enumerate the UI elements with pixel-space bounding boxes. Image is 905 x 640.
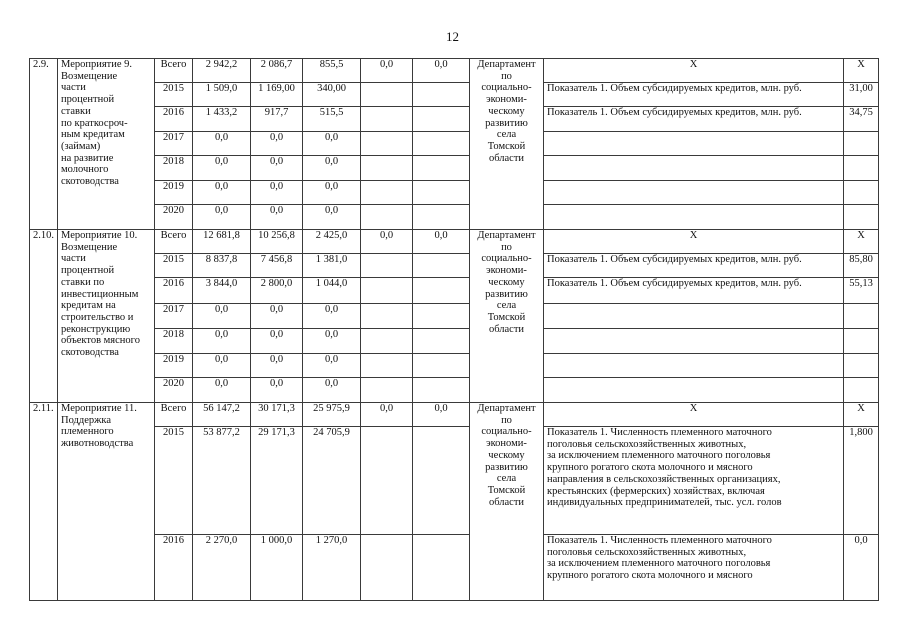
department-line: Томской bbox=[487, 484, 526, 496]
amount-cell-v3: 0,0 bbox=[303, 181, 361, 205]
table-row bbox=[30, 83, 879, 107]
indicator-value: 31,00 bbox=[844, 83, 879, 107]
department-line: Томской bbox=[487, 311, 526, 323]
year-cell: 2019 bbox=[155, 181, 193, 205]
amount-cell-v4 bbox=[361, 205, 413, 230]
amount-cell-v1: 0,0 bbox=[193, 181, 251, 205]
department-line: села bbox=[496, 300, 517, 312]
table-row bbox=[30, 254, 879, 278]
indicator-value: Х bbox=[844, 403, 879, 427]
measure-name-line: процентной bbox=[61, 265, 115, 277]
amount-cell-v3: 855,5 bbox=[303, 59, 361, 83]
indicator-cell bbox=[544, 230, 844, 254]
indicator-cell bbox=[544, 329, 844, 354]
indicator-value: 85,80 bbox=[844, 254, 879, 278]
department-line: по bbox=[501, 241, 512, 253]
indicator-cell bbox=[544, 205, 844, 230]
amount-cell-v1: 0,0 bbox=[193, 329, 251, 354]
indicator-value bbox=[844, 132, 879, 156]
amount-cell-v2: 10 256,8 bbox=[251, 230, 303, 254]
indicator-value: Х bbox=[844, 59, 879, 83]
year-cell: 2016 bbox=[155, 535, 193, 601]
amount-cell-v4 bbox=[361, 83, 413, 107]
indicator-line: Показатель 1. Численность племенного маточного bbox=[547, 427, 772, 438]
table-body bbox=[30, 59, 879, 601]
measure-name-line: Возмещение bbox=[61, 70, 118, 82]
indicator-cell bbox=[544, 83, 844, 107]
amount-cell-v1: 2 270,0 bbox=[193, 535, 251, 601]
department-line: развитию bbox=[485, 117, 528, 129]
amount-cell-v3: 0,0 bbox=[303, 304, 361, 329]
year-cell: 2016 bbox=[155, 278, 193, 304]
measure-name-line: скотоводства bbox=[61, 176, 119, 188]
year-cell: 2015 bbox=[155, 83, 193, 107]
page-number: 12 bbox=[446, 29, 459, 44]
department-line: области bbox=[488, 152, 525, 164]
responsible-department bbox=[470, 403, 544, 601]
indicator-line: за исключением племенного маточного поголовья bbox=[547, 558, 771, 570]
amount-cell-v2: 1 000,0 bbox=[251, 535, 303, 601]
department-line: экономи- bbox=[486, 438, 527, 450]
amount-cell-v4 bbox=[361, 354, 413, 378]
amount-cell-v5: 0,0 bbox=[413, 59, 470, 83]
amount-cell-v4 bbox=[361, 254, 413, 278]
year-cell: 2018 bbox=[155, 156, 193, 181]
indicator-line: крестьянских (фермерских) хозяйствах, включая bbox=[547, 485, 765, 497]
measure-name-line: части bbox=[61, 82, 86, 94]
amount-cell-v4 bbox=[361, 156, 413, 181]
measure-name-line: животноводства bbox=[61, 438, 134, 450]
indicator-value bbox=[844, 378, 879, 403]
indicator-value: 55,13 bbox=[844, 278, 879, 304]
amount-cell-v5 bbox=[413, 378, 470, 403]
amount-cell-v1: 2 942,2 bbox=[193, 59, 251, 83]
measure-name-line: реконструкцию bbox=[61, 323, 131, 335]
amount-cell-v4 bbox=[361, 427, 413, 535]
indicator-line: за исключением племенного маточного поголовья bbox=[547, 450, 771, 462]
indicator-value bbox=[844, 329, 879, 354]
amount-cell-v3: 1 270,0 bbox=[303, 535, 361, 601]
indicator-line: Показатель 1. Численность племенного маточного bbox=[547, 535, 772, 546]
year-cell: 2016 bbox=[155, 107, 193, 132]
table-row bbox=[30, 535, 879, 601]
measure-name bbox=[58, 230, 155, 403]
amount-cell-v4 bbox=[361, 181, 413, 205]
amount-cell-v5 bbox=[413, 254, 470, 278]
indicator-text: Х bbox=[689, 59, 698, 70]
department-line: по bbox=[501, 70, 512, 82]
amount-cell-v4 bbox=[361, 278, 413, 304]
amount-cell-v1: 0,0 bbox=[193, 378, 251, 403]
amount-cell-v2: 2 800,0 bbox=[251, 278, 303, 304]
measure-number: 2.11. bbox=[30, 403, 58, 601]
year-cell: 2015 bbox=[155, 427, 193, 535]
amount-cell-v5: 0,0 bbox=[413, 403, 470, 427]
indicator-value: 0,0 bbox=[844, 535, 879, 601]
amount-cell-v1: 0,0 bbox=[193, 132, 251, 156]
measure-name-line: ставки по bbox=[61, 276, 105, 288]
indicator-cell bbox=[544, 427, 844, 535]
amount-cell-v1: 0,0 bbox=[193, 304, 251, 329]
indicator-value bbox=[844, 181, 879, 205]
amount-cell-v1: 53 877,2 bbox=[193, 427, 251, 535]
indicator-cell bbox=[544, 304, 844, 329]
department-line: ческому bbox=[488, 449, 525, 461]
amount-cell-v4: 0,0 bbox=[361, 403, 413, 427]
table-row bbox=[30, 378, 879, 403]
year-cell: 2018 bbox=[155, 329, 193, 354]
amount-cell-v3: 1 381,0 bbox=[303, 254, 361, 278]
measure-name-line: инвестиционным bbox=[61, 288, 139, 300]
indicator-line: поголовья сельскохозяйственных животных, bbox=[547, 546, 747, 558]
measure-number: 2.10. bbox=[30, 230, 58, 403]
measure-name bbox=[58, 59, 155, 230]
department-line: села bbox=[496, 129, 517, 141]
table-row bbox=[30, 205, 879, 230]
amount-cell-v1: 0,0 bbox=[193, 205, 251, 230]
indicator-line: крупного рогатого скота молочного и мясного bbox=[547, 570, 753, 582]
department-line: Департамент bbox=[477, 230, 536, 241]
amount-cell-v4 bbox=[361, 132, 413, 156]
indicator-value bbox=[844, 205, 879, 230]
department-line: Департамент bbox=[477, 403, 536, 414]
measure-name-line: Мероприятие 9. bbox=[61, 59, 133, 70]
indicator-text: Х bbox=[689, 230, 698, 241]
amount-cell-v4 bbox=[361, 107, 413, 132]
amount-cell-v5 bbox=[413, 107, 470, 132]
indicator-line: направления в сельскохозяйственных организациях, bbox=[547, 473, 781, 485]
amount-cell-v5 bbox=[413, 83, 470, 107]
program-measures-table bbox=[29, 58, 879, 601]
amount-cell-v2: 0,0 bbox=[251, 132, 303, 156]
department-line: области bbox=[488, 496, 525, 508]
indicator-cell bbox=[544, 278, 844, 304]
table-row bbox=[30, 427, 879, 535]
amount-cell-v2: 29 171,3 bbox=[251, 427, 303, 535]
amount-cell-v2: 0,0 bbox=[251, 181, 303, 205]
department-line: села bbox=[496, 473, 517, 485]
year-cell: 2017 bbox=[155, 132, 193, 156]
amount-cell-v4 bbox=[361, 535, 413, 601]
indicator-line: поголовья сельскохозяйственных животных, bbox=[547, 438, 747, 450]
table-row bbox=[30, 354, 879, 378]
indicator-cell bbox=[544, 107, 844, 132]
amount-cell-v5 bbox=[413, 205, 470, 230]
amount-cell-v3: 0,0 bbox=[303, 132, 361, 156]
indicator-line: индивидуальных предпринимателей, тыс. усл. голов bbox=[547, 497, 782, 509]
indicator-cell bbox=[544, 132, 844, 156]
measure-name-line: ставки bbox=[61, 105, 91, 117]
amount-cell-v2: 0,0 bbox=[251, 378, 303, 403]
amount-cell-v4: 0,0 bbox=[361, 59, 413, 83]
amount-cell-v2: 0,0 bbox=[251, 329, 303, 354]
table-row bbox=[30, 181, 879, 205]
department-line: социально- bbox=[481, 82, 532, 94]
indicator-cell bbox=[544, 403, 844, 427]
amount-cell-v3: 340,00 bbox=[303, 83, 361, 107]
amount-cell-v1: 1 433,2 bbox=[193, 107, 251, 132]
measure-name-line: по краткосроч- bbox=[61, 117, 128, 129]
indicator-cell bbox=[544, 254, 844, 278]
table-row bbox=[30, 329, 879, 354]
amount-cell-v4 bbox=[361, 378, 413, 403]
amount-cell-v4: 0,0 bbox=[361, 230, 413, 254]
amount-cell-v3: 25 975,9 bbox=[303, 403, 361, 427]
department-line: ческому bbox=[488, 105, 525, 117]
department-line: экономи- bbox=[486, 94, 527, 106]
table-row bbox=[30, 132, 879, 156]
measure-name-line: племенного bbox=[61, 426, 114, 438]
measure-name-line: (займам) bbox=[61, 140, 101, 152]
measure-name-line: молочного bbox=[61, 164, 109, 176]
amount-cell-v3: 515,5 bbox=[303, 107, 361, 132]
amount-cell-v1: 56 147,2 bbox=[193, 403, 251, 427]
amount-cell-v5 bbox=[413, 354, 470, 378]
amount-cell-v2: 917,7 bbox=[251, 107, 303, 132]
table-row bbox=[30, 403, 879, 427]
amount-cell-v3: 2 425,0 bbox=[303, 230, 361, 254]
amount-cell-v5 bbox=[413, 278, 470, 304]
measure-name-line: Мероприятие 10. bbox=[61, 230, 138, 241]
measure-name-line: строительство и bbox=[61, 311, 134, 323]
measure-name-line: кредитам на bbox=[61, 300, 116, 312]
amount-cell-v1: 3 844,0 bbox=[193, 278, 251, 304]
amount-cell-v2: 1 169,00 bbox=[251, 83, 303, 107]
measure-number: 2.9. bbox=[30, 59, 58, 230]
indicator-value bbox=[844, 354, 879, 378]
measure-name-line: Мероприятие 11. bbox=[61, 403, 137, 414]
responsible-department bbox=[470, 59, 544, 230]
amount-cell-v2: 0,0 bbox=[251, 205, 303, 230]
table-row bbox=[30, 230, 879, 254]
year-cell: 2015 bbox=[155, 254, 193, 278]
indicator-cell bbox=[544, 181, 844, 205]
department-line: развитию bbox=[485, 288, 528, 300]
year-cell: Всего bbox=[155, 403, 193, 427]
department-line: развитию bbox=[485, 461, 528, 473]
amount-cell-v2: 7 456,8 bbox=[251, 254, 303, 278]
department-line: по bbox=[501, 414, 512, 426]
year-cell: 2017 bbox=[155, 304, 193, 329]
measure-name-line: ным кредитам bbox=[61, 129, 125, 141]
indicator-cell bbox=[544, 156, 844, 181]
indicator-text: Показатель 1. Объем субсидируемых кредитов, млн. руб. bbox=[547, 83, 802, 94]
table-row bbox=[30, 59, 879, 83]
amount-cell-v1: 0,0 bbox=[193, 354, 251, 378]
amount-cell-v2: 2 086,7 bbox=[251, 59, 303, 83]
amount-cell-v5 bbox=[413, 535, 470, 601]
amount-cell-v5 bbox=[413, 156, 470, 181]
department-line: Департамент bbox=[477, 59, 536, 70]
table-row bbox=[30, 156, 879, 181]
amount-cell-v5 bbox=[413, 132, 470, 156]
amount-cell-v1: 1 509,0 bbox=[193, 83, 251, 107]
amount-cell-v2: 0,0 bbox=[251, 354, 303, 378]
indicator-text: Показатель 1. Объем субсидируемых кредитов, млн. руб. bbox=[547, 107, 802, 118]
indicator-line: крупного рогатого скота молочного и мясного bbox=[547, 462, 753, 474]
amount-cell-v5: 0,0 bbox=[413, 230, 470, 254]
measure-name-line: скотоводства bbox=[61, 347, 119, 359]
measure-name-line: части bbox=[61, 253, 86, 265]
amount-cell-v3: 24 705,9 bbox=[303, 427, 361, 535]
amount-cell-v3: 0,0 bbox=[303, 205, 361, 230]
amount-cell-v2: 30 171,3 bbox=[251, 403, 303, 427]
amount-cell-v3: 0,0 bbox=[303, 354, 361, 378]
indicator-cell bbox=[544, 59, 844, 83]
responsible-department bbox=[470, 230, 544, 403]
amount-cell-v5 bbox=[413, 304, 470, 329]
amount-cell-v2: 0,0 bbox=[251, 304, 303, 329]
amount-cell-v3: 0,0 bbox=[303, 329, 361, 354]
indicator-cell bbox=[544, 535, 844, 601]
amount-cell-v4 bbox=[361, 304, 413, 329]
amount-cell-v3: 0,0 bbox=[303, 156, 361, 181]
department-line: социально- bbox=[481, 253, 532, 265]
measure-name-line: Возмещение bbox=[61, 241, 118, 253]
amount-cell-v3: 1 044,0 bbox=[303, 278, 361, 304]
amount-cell-v5 bbox=[413, 181, 470, 205]
year-cell: 2019 bbox=[155, 354, 193, 378]
amount-cell-v2: 0,0 bbox=[251, 156, 303, 181]
measure-name-line: Поддержка bbox=[61, 414, 111, 426]
indicator-text: Показатель 1. Объем субсидируемых кредитов, млн. руб. bbox=[547, 278, 802, 289]
year-cell: 2020 bbox=[155, 205, 193, 230]
measure-name-line: процентной bbox=[61, 94, 115, 106]
year-cell: Всего bbox=[155, 59, 193, 83]
indicator-value: 34,75 bbox=[844, 107, 879, 132]
table-row bbox=[30, 107, 879, 132]
indicator-value: Х bbox=[844, 230, 879, 254]
department-line: социально- bbox=[481, 426, 532, 438]
table-row bbox=[30, 278, 879, 304]
amount-cell-v4 bbox=[361, 329, 413, 354]
indicator-line: Х bbox=[689, 403, 698, 414]
amount-cell-v5 bbox=[413, 427, 470, 535]
amount-cell-v5 bbox=[413, 329, 470, 354]
department-line: области bbox=[488, 323, 525, 335]
indicator-text: Показатель 1. Объем субсидируемых кредитов, млн. руб. bbox=[547, 254, 802, 265]
department-line: экономи- bbox=[486, 265, 527, 277]
department-line: Томской bbox=[487, 140, 526, 152]
amount-cell-v3: 0,0 bbox=[303, 378, 361, 403]
year-cell: Всего bbox=[155, 230, 193, 254]
measure-name-line: на развитие bbox=[61, 152, 114, 164]
indicator-value bbox=[844, 304, 879, 329]
department-line: ческому bbox=[488, 276, 525, 288]
indicator-value: 1,800 bbox=[844, 427, 879, 535]
year-cell: 2020 bbox=[155, 378, 193, 403]
measure-name-line: объектов мясного bbox=[61, 335, 140, 347]
amount-cell-v1: 8 837,8 bbox=[193, 254, 251, 278]
indicator-value bbox=[844, 156, 879, 181]
indicator-cell bbox=[544, 354, 844, 378]
table-row bbox=[30, 304, 879, 329]
indicator-cell bbox=[544, 378, 844, 403]
measure-name bbox=[58, 403, 155, 601]
amount-cell-v1: 0,0 bbox=[193, 156, 251, 181]
amount-cell-v1: 12 681,8 bbox=[193, 230, 251, 254]
